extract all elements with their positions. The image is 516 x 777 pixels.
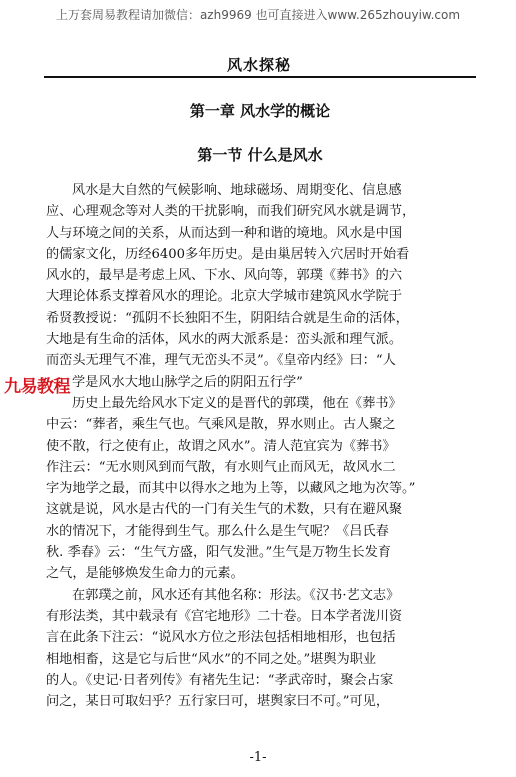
header-rule xyxy=(44,76,476,78)
text-line: 而峦头无理气不准，理气无峦头不灵”。《皇帝内经》曰：“人 xyxy=(46,353,396,369)
text-line: 学是风水大地山脉学之后的阴阳五行学” xyxy=(72,374,303,390)
text-line: 风水是大自然的气候影响、地球磁场、周期变化、信息感 xyxy=(72,183,402,198)
text-line: 大地是有生命的活体，风水的两大派系是：峦头派和理气派。 xyxy=(46,332,403,348)
watermark-text: 上万套周易教程请加微信：azh9969 也可直接进入www.265zhouyiw.com xyxy=(55,8,461,22)
text-line: 应、心理观念等对人类的干扰影响，而我们研究风水就是调节， xyxy=(46,204,416,220)
text-line: 希贤教授说：“孤阴不长独阳不生，阴阳结合就是生命的活体， xyxy=(46,310,409,326)
text-line: 的儒家文化，历经6400多年历史。是由巢居转入穴居时开始看 xyxy=(46,246,410,262)
text-line: 人与环境之间的关系，从而达到一种和谐的境地。风水是中国 xyxy=(46,225,403,241)
text-line: 言在此条下注云：“说风水方位之形法包括相地相形，也包括 xyxy=(46,630,396,646)
section-title: 第一节 什么是风水 xyxy=(197,146,323,164)
text-line: 大理论体系支撑着风水的理论。北京大学城市建筑风水学院于 xyxy=(46,289,403,305)
text-line: 字为地学之最，而其中以得水之地为上等，以藏风之地为次等。” xyxy=(46,481,416,497)
text-line: 问之，某日可取妇乎？五行家曰可，堪舆家曰不可。”可见， xyxy=(46,694,390,710)
text-line: 风水的，最早是考虑上风、下水、风向等，郭璞《葬书》的六 xyxy=(46,268,403,284)
text-line: 使不散，行之使有止，故谓之风水”。清人范宜宾为《葬书》 xyxy=(46,438,396,454)
text-line: 中云：“葬者，乘生气也。气乘风是散，界水则止。古人聚之 xyxy=(46,417,396,433)
page-number: -1- xyxy=(249,750,267,765)
text-line: 这就是说，风水是古代的一门有关生气的术数，只有在避风聚 xyxy=(46,502,403,518)
text-line: 水的情况下，才能得到生气。那么什么是生气呢？《吕氏春 xyxy=(46,523,389,539)
text-line: 作注云：“无水则风到而气散，有水则气止而风无，故风水二 xyxy=(46,459,396,475)
chapter-title: 第一章 风水学的概论 xyxy=(189,102,331,120)
text-line: 之气，是能够焕发生命力的元素。 xyxy=(46,566,244,582)
running-head: 风水探秘 xyxy=(226,56,291,74)
text-line: 有形法类，其中载录有《宫宅地形》二十卷。日本学者泷川资 xyxy=(46,608,403,624)
text-line: 在郭璞之前，风水还有其他名称：形法。《汉书·艺文志》 xyxy=(72,587,400,603)
text-line: 的人。《史记·日者列传》有褚先生记：“孝武帝时，聚会占家 xyxy=(46,672,394,688)
body-text xyxy=(46,180,480,712)
text-line: 历史上最先给风水下定义的是晋代的郭璞，他在《葬书》 xyxy=(72,395,402,411)
text-line: 相地相畜，这是它与后世“风水”的不同之处。”堪舆为职业 xyxy=(46,651,377,667)
text-line: 秋. 季春》云：“生气方盛，阳气发泄。”生气是万物生长发育 xyxy=(46,545,391,561)
watermark-stamp: 九易教程 xyxy=(4,377,70,397)
